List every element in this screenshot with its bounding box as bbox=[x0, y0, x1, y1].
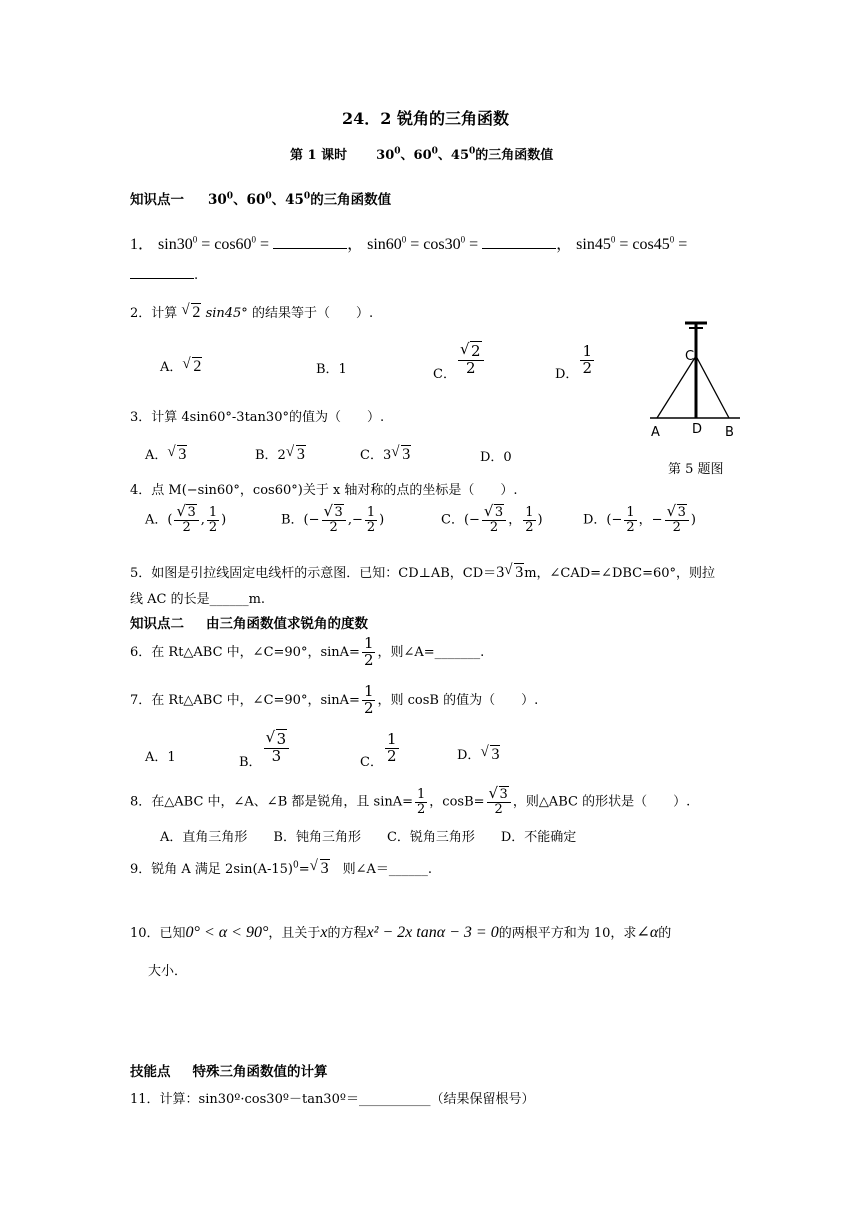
option-d[interactable]: D． $\frac{1}{2}$ bbox=[555, 342, 592, 382]
question-7: 7．在 Rt△ABC 中，∠C=90°，sinA= $\frac{1}{2}$ ，则 cosB 的值为（ ）. bbox=[130, 682, 539, 717]
option-a[interactable]: A．1 bbox=[145, 750, 176, 765]
question-9: 9．锐角 A 满足 $2\sin(A-15)^0=√$ 3 则∠A＝______. bbox=[130, 858, 432, 878]
question-3: 3．计算 4sin60°-3tan30°的值为（ ）. bbox=[130, 410, 385, 425]
question-8-options[interactable]: A．直角三角形 B．钝角三角形 C．锐角三角形 D．不能确定 bbox=[160, 830, 577, 845]
question-5-cont: 线 AC 的长是______m. bbox=[130, 592, 266, 607]
option-b[interactable]: B．1 bbox=[316, 362, 347, 377]
question-4-options bbox=[145, 506, 715, 548]
option-d[interactable]: D．√ 3 bbox=[457, 744, 500, 764]
question-1-cont: . bbox=[130, 268, 198, 283]
option-c[interactable]: C．(− √ $\frac{3}{2}$ ， $\frac{1}{2}$ ) bbox=[441, 506, 543, 534]
sqrt: √ 2 bbox=[181, 304, 201, 322]
answer-blank[interactable] bbox=[273, 248, 347, 249]
question-6: 6．在 Rt△ABC 中，∠C=90°，sinA= $\frac{1}{2}$ ，则∠A=_______. bbox=[130, 634, 485, 669]
label-b: B bbox=[725, 425, 734, 440]
answer-blank[interactable] bbox=[482, 248, 556, 249]
question-5: 5．如图是引拉线固定电线杆的示意图．已知：CD⊥AB，CD＝3√ 3m，∠CAD=∠DBC=60°，则拉 bbox=[130, 562, 715, 582]
option-d[interactable]: D．0 bbox=[480, 450, 512, 465]
question-2-options bbox=[160, 342, 620, 388]
option-c[interactable]: C． $\frac{1}{2}$ bbox=[360, 730, 397, 770]
option-d[interactable]: D．(− $\frac{1}{2}$ ，− √ $\frac{3}{2}$ ) bbox=[583, 506, 696, 534]
lesson-subtitle: 第 1 课时 $30^0$、$60^0$、$45^0$的三角函数值 bbox=[290, 146, 554, 163]
option-a[interactable]: A．√ 3 bbox=[145, 444, 187, 464]
option-b[interactable]: B． √ $\frac{3}{3}$ bbox=[239, 732, 291, 765]
lesson-label: 第 1 课时 bbox=[290, 148, 348, 163]
option-c[interactable]: C．3√ 3 bbox=[360, 444, 411, 464]
option-a[interactable]: A．√ 2 bbox=[160, 356, 202, 376]
label-a: A bbox=[651, 425, 660, 440]
label-c: C bbox=[685, 349, 695, 364]
question-3-options bbox=[145, 444, 545, 468]
option-b[interactable]: B．2√ 3 bbox=[255, 444, 306, 464]
question-10-cont: 大小． bbox=[148, 964, 188, 979]
question-4: 4．点 M(−sin60°，cos60°)关于 x 轴对称的点的坐标是（ ）. bbox=[130, 483, 518, 498]
wire-ac bbox=[657, 356, 696, 418]
figure-pole-diagram bbox=[645, 318, 745, 448]
question-2: 2．计算 √ 2 sin45° 的结果等于（ ）. bbox=[130, 302, 373, 322]
section-heading-1: 知识点一 $30^0$、$60^0$、$45^0$的三角函数值 bbox=[130, 191, 392, 208]
question-11: 11．计算：sin30º·cos30º－tan30º＝___________（结果保留根号） bbox=[130, 1092, 535, 1107]
question-7-options bbox=[145, 732, 545, 778]
answer-blank[interactable] bbox=[130, 278, 194, 279]
question-8: 8．在△ABC 中，∠A、∠B 都是锐角，且 sinA= $\frac{1}{2}$ ，cosB= √ $\frac{3}{2}$ ，则△ABC 的形状是（ ）. bbox=[130, 788, 690, 816]
section-heading-2: 知识点二 由三角函数值求锐角的度数 bbox=[130, 616, 368, 632]
option-b[interactable]: B．(− √ $\frac{3}{2}$ ,− $\frac{1}{2}$ ) bbox=[281, 506, 384, 534]
label-d: D bbox=[692, 422, 703, 437]
question-1: 1． $\sin 30^0 = \cos 60^0$ = ， $\sin 60^0 = \cos 30^0$ = ， $\sin 45^0 = \cos 45^0$ = bbox=[130, 234, 688, 253]
figure-caption: 第 5 题图 bbox=[668, 462, 724, 477]
question-10: 10．已知0° < α < 90°，且关于x的方程x² − 2x tanα − 3 = 0的两根平方和为 10，求∠α的 bbox=[130, 924, 672, 941]
wire-bc bbox=[696, 356, 729, 418]
section-heading-3: 技能点 特殊三角函数值的计算 bbox=[130, 1064, 328, 1080]
option-c[interactable]: C． √ $\frac{2}{2}$ bbox=[433, 344, 486, 377]
page-title: 24．2 锐角的三角函数 bbox=[342, 109, 509, 128]
option-a[interactable]: A．( √ $\frac{3}{2}$ , $\frac{1}{2}$ ) bbox=[145, 506, 226, 534]
